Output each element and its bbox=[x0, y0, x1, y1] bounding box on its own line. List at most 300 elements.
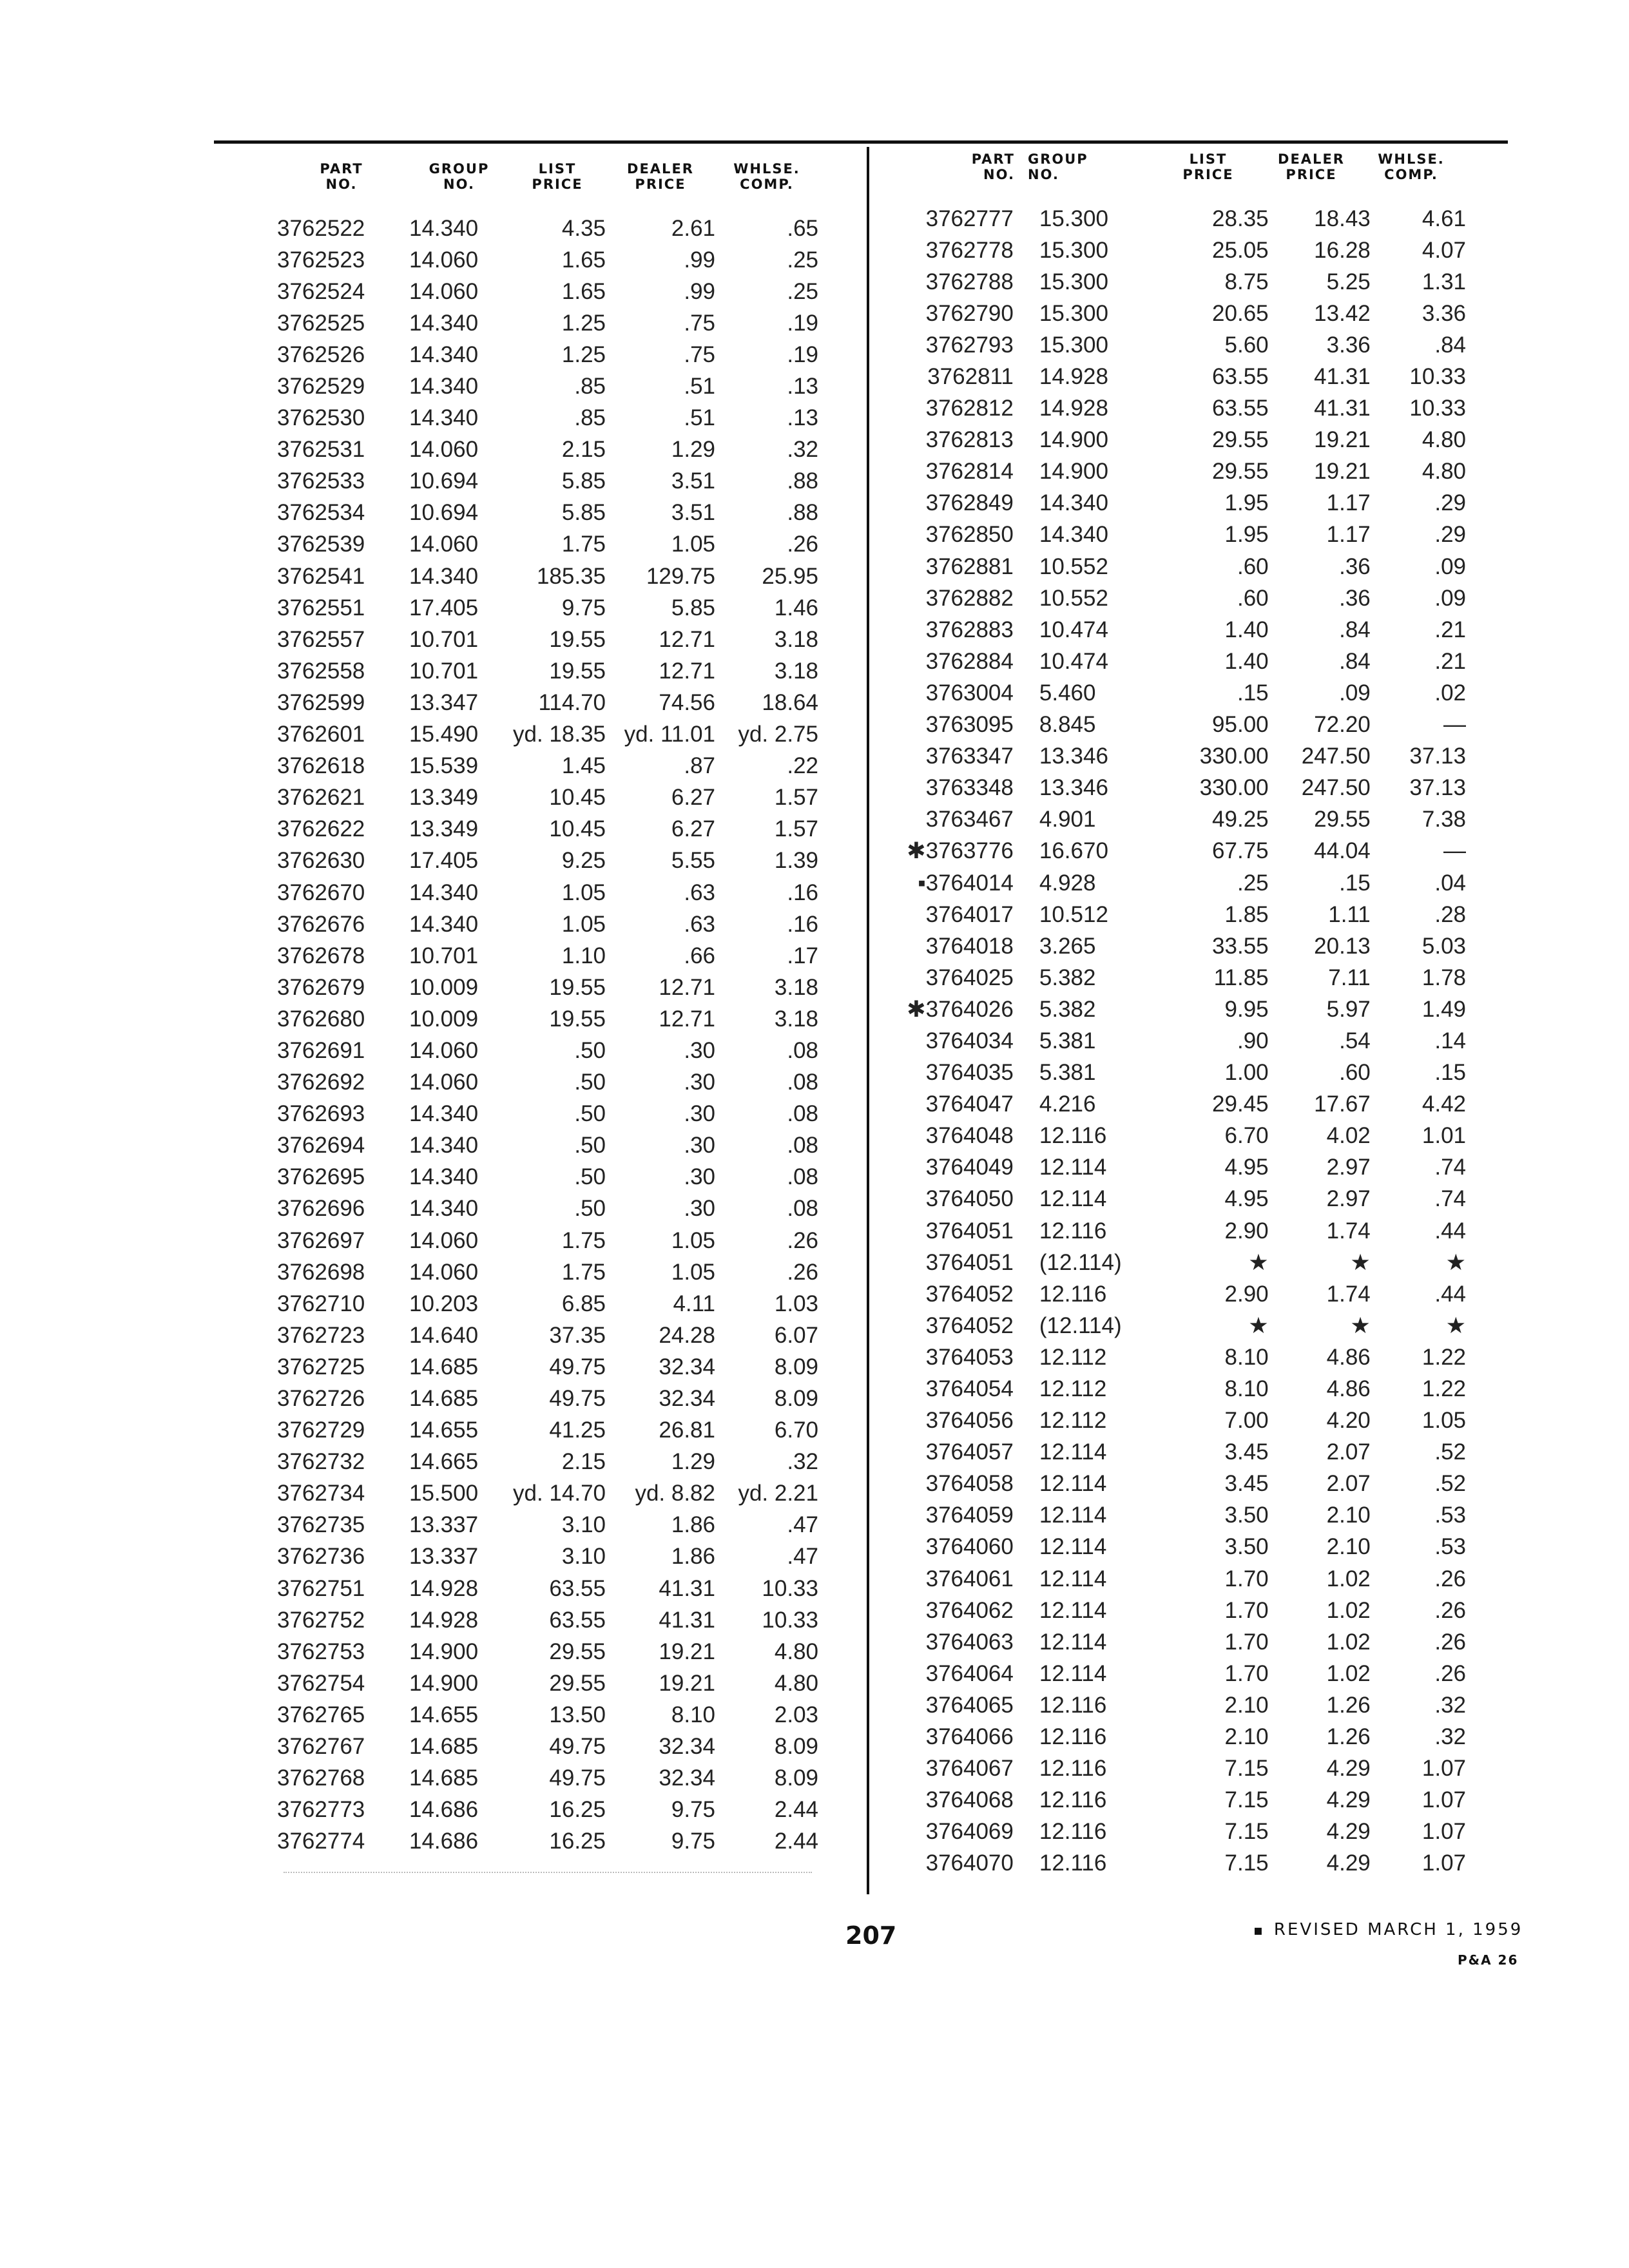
table-row bbox=[899, 1184, 1466, 1215]
group-no-cell: 14.340 bbox=[409, 341, 479, 367]
list-price-cell: 9.95 bbox=[1224, 996, 1269, 1022]
dealer-price-cell: 26.81 bbox=[659, 1418, 715, 1443]
whlse-comp-cell: 6.07 bbox=[774, 1322, 818, 1348]
table-row bbox=[899, 1057, 1466, 1089]
table-row bbox=[899, 994, 1466, 1025]
whlse-comp-cell: 8.09 bbox=[774, 1386, 818, 1412]
list-price-cell: 4.95 bbox=[1224, 1186, 1269, 1212]
group-no-cell: 8.845 bbox=[1039, 712, 1096, 738]
part-no-cell: 3764017 bbox=[925, 901, 1014, 927]
table-row bbox=[899, 1689, 1466, 1721]
group-no-cell: 12.114 bbox=[1039, 1534, 1107, 1560]
part-no-cell: 3764068 bbox=[925, 1787, 1014, 1813]
whlse-comp-cell: .19 bbox=[787, 310, 818, 336]
whlse-comp-cell: 18.64 bbox=[762, 689, 818, 715]
whlse-comp-cell: 10.33 bbox=[762, 1575, 818, 1601]
group-no-cell: 10.474 bbox=[1039, 648, 1108, 674]
list-price-cell: 3.10 bbox=[561, 1512, 606, 1538]
dealer-price-cell: 4.11 bbox=[673, 1291, 715, 1316]
part-no-cell: 3762767 bbox=[277, 1734, 365, 1760]
part-no-cell: 3762522 bbox=[277, 215, 365, 241]
group-no-cell: 4.216 bbox=[1039, 1091, 1096, 1117]
group-no-cell: 15.300 bbox=[1039, 300, 1108, 326]
part-no-cell: 3763004 bbox=[925, 680, 1014, 706]
dealer-price-cell: 16.28 bbox=[1314, 237, 1371, 263]
dealer-price-cell: .63 bbox=[684, 911, 715, 937]
part-no-cell: 3762850 bbox=[925, 522, 1014, 548]
whlse-comp-cell: 1.07 bbox=[1422, 1819, 1466, 1845]
whlse-comp-cell: 4.80 bbox=[774, 1670, 818, 1696]
group-no-cell: 14.655 bbox=[409, 1418, 479, 1443]
part-no-cell: 3762788 bbox=[925, 269, 1014, 294]
dealer-price-cell: 1.05 bbox=[671, 1227, 715, 1253]
dealer-price-cell: .30 bbox=[684, 1196, 715, 1222]
whlse-comp-cell: .26 bbox=[1434, 1629, 1466, 1655]
dealer-price-cell: 8.10 bbox=[671, 1702, 715, 1727]
table-row bbox=[899, 899, 1466, 930]
table-row bbox=[277, 434, 825, 466]
whlse-comp-cell: .88 bbox=[787, 468, 818, 494]
part-no-cell: 3764069 bbox=[925, 1819, 1014, 1845]
table-row bbox=[899, 1310, 1466, 1341]
group-no-cell: 14.686 bbox=[409, 1829, 479, 1854]
group-no-cell: (12.114) bbox=[1039, 1312, 1122, 1338]
table-row bbox=[277, 1699, 825, 1731]
table-row bbox=[277, 592, 825, 624]
list-price-cell: 1.85 bbox=[1224, 901, 1269, 927]
table-row bbox=[277, 1099, 825, 1130]
list-price-cell: 63.55 bbox=[549, 1607, 606, 1633]
group-no-cell: 5.382 bbox=[1039, 965, 1096, 990]
group-no-cell: 14.340 bbox=[409, 911, 479, 937]
part-no-cell: 3762751 bbox=[277, 1575, 365, 1601]
dealer-price-cell: 247.50 bbox=[1301, 744, 1371, 769]
dealer-price-cell: 2.07 bbox=[1326, 1439, 1371, 1465]
dealer-price-cell: 1.86 bbox=[671, 1544, 715, 1570]
group-no-cell: 10.203 bbox=[409, 1291, 479, 1316]
dealer-price-cell: .30 bbox=[684, 1070, 715, 1095]
group-no-cell: 14.340 bbox=[1039, 522, 1108, 548]
part-no-cell: 3763467 bbox=[925, 807, 1014, 832]
part-no-cell: 3762811 bbox=[927, 364, 1014, 390]
part-no-cell: 3762621 bbox=[277, 785, 365, 811]
whlse-comp-cell: 3.18 bbox=[774, 626, 818, 652]
whlse-comp-cell: 37.13 bbox=[1409, 744, 1466, 769]
whlse-comp-cell: .17 bbox=[787, 943, 818, 968]
group-no-cell: 12.112 bbox=[1039, 1408, 1107, 1434]
whlse-comp-cell: .21 bbox=[1434, 648, 1466, 674]
table-row bbox=[899, 1722, 1466, 1753]
part-no-cell: 3763095 bbox=[925, 712, 1014, 738]
group-no-cell: 14.340 bbox=[409, 563, 479, 589]
part-no-cell: 3762678 bbox=[277, 943, 365, 968]
part-no-cell: 3764049 bbox=[925, 1155, 1014, 1180]
dealer-price-cell: 41.31 bbox=[1314, 364, 1371, 390]
dealer-price-cell: 12.71 bbox=[659, 658, 715, 684]
whlse-comp-cell: .65 bbox=[787, 215, 818, 241]
dealer-price-cell: .54 bbox=[1339, 1028, 1371, 1053]
part-no-cell: 3762523 bbox=[277, 247, 365, 273]
list-price-cell: 1.70 bbox=[1224, 1566, 1269, 1591]
list-price-cell: 19.55 bbox=[549, 974, 606, 1000]
part-no-cell: 3762526 bbox=[277, 341, 365, 367]
table-row bbox=[899, 677, 1466, 709]
table-row bbox=[899, 1753, 1466, 1785]
list-price-cell: 95.00 bbox=[1212, 712, 1269, 738]
dealer-price-cell: 5.25 bbox=[1326, 269, 1371, 294]
group-no-cell: 5.381 bbox=[1039, 1028, 1096, 1053]
document-code: P&A 26 bbox=[1458, 1952, 1519, 1968]
table-row bbox=[899, 804, 1466, 836]
part-no-cell: 3762723 bbox=[277, 1322, 365, 1348]
list-price-cell: 1.70 bbox=[1224, 1660, 1269, 1686]
whlse-comp-cell: 1.57 bbox=[774, 785, 818, 811]
list-price-cell: 19.55 bbox=[549, 626, 606, 652]
table-row bbox=[899, 361, 1466, 392]
list-price-cell: .50 bbox=[574, 1133, 606, 1158]
dealer-price-cell: 4.02 bbox=[1326, 1123, 1371, 1149]
table-row bbox=[277, 244, 825, 276]
group-no-cell: 14.340 bbox=[1039, 490, 1108, 516]
part-no-cell: 3764018 bbox=[925, 933, 1014, 959]
whlse-comp-cell: .08 bbox=[787, 1133, 818, 1158]
table-row bbox=[899, 1025, 1466, 1057]
part-no-cell: 3762696 bbox=[277, 1196, 365, 1222]
part-no-cell: 3762813 bbox=[925, 427, 1014, 453]
part-no-cell: 3762601 bbox=[277, 722, 365, 747]
group-no-cell: 14.060 bbox=[409, 437, 479, 463]
part-no-cell: 3764070 bbox=[925, 1850, 1014, 1876]
dealer-price-cell: 44.04 bbox=[1314, 838, 1371, 864]
table-row bbox=[899, 519, 1466, 551]
dealer-price-cell: .36 bbox=[1339, 585, 1371, 611]
list-price-cell: 7.15 bbox=[1224, 1756, 1269, 1782]
part-no-cell: 3762676 bbox=[277, 911, 365, 937]
table-row bbox=[277, 719, 825, 751]
table-row bbox=[277, 1604, 825, 1636]
dealer-price-cell: 20.13 bbox=[1314, 933, 1371, 959]
dealer-price-cell: .15 bbox=[1339, 870, 1371, 896]
column-divider bbox=[867, 147, 869, 1894]
table-row bbox=[277, 403, 825, 434]
part-no-cell: 3762691 bbox=[277, 1037, 365, 1063]
part-no-cell: 3762630 bbox=[277, 848, 365, 874]
table-row bbox=[899, 203, 1466, 235]
dealer-price-cell: 41.31 bbox=[659, 1575, 715, 1601]
table-row bbox=[899, 1089, 1466, 1120]
group-no-cell: 4.901 bbox=[1039, 807, 1096, 832]
group-no-cell: 14.060 bbox=[409, 1070, 479, 1095]
part-no-cell: 3762729 bbox=[277, 1418, 365, 1443]
table-row bbox=[277, 908, 825, 940]
group-no-cell: 12.116 bbox=[1039, 1724, 1107, 1750]
table-row bbox=[277, 1541, 825, 1573]
whlse-comp-cell: 4.61 bbox=[1422, 206, 1466, 231]
part-no-cell: 3764064 bbox=[925, 1660, 1014, 1686]
list-price-cell: 29.55 bbox=[549, 1670, 606, 1696]
dealer-price-cell: 6.27 bbox=[671, 816, 715, 842]
part-no-cell: 3764035 bbox=[925, 1060, 1014, 1086]
table-row bbox=[277, 497, 825, 529]
table-row bbox=[277, 940, 825, 972]
table-row bbox=[277, 1035, 825, 1066]
list-price-cell: 330.00 bbox=[1199, 775, 1269, 801]
group-no-cell: 10.552 bbox=[1039, 585, 1108, 611]
table-row bbox=[277, 1067, 825, 1099]
whlse-comp-cell: 6.70 bbox=[774, 1418, 818, 1443]
parts-table-left bbox=[277, 161, 825, 1858]
part-no-cell: 3764067 bbox=[925, 1756, 1014, 1782]
table-row bbox=[277, 1826, 825, 1858]
list-price-cell: 4.95 bbox=[1224, 1155, 1269, 1180]
dealer-price-cell: 1.02 bbox=[1326, 1660, 1371, 1686]
dealer-price-cell: 1.11 bbox=[1328, 901, 1371, 927]
part-no-cell: 3764063 bbox=[925, 1629, 1014, 1655]
table-row bbox=[277, 1667, 825, 1699]
part-no-cell: ✱3764026 bbox=[907, 996, 1014, 1022]
group-no-cell: 12.112 bbox=[1039, 1376, 1107, 1402]
group-no-cell: 14.900 bbox=[1039, 427, 1108, 453]
list-price-cell: yd. 18.35 bbox=[513, 722, 606, 747]
whlse-comp-cell: .52 bbox=[1434, 1439, 1466, 1465]
table-row bbox=[277, 213, 825, 244]
list-price-cell: 1.70 bbox=[1224, 1597, 1269, 1623]
list-price-cell: 11.85 bbox=[1213, 965, 1269, 990]
table-row bbox=[899, 1405, 1466, 1437]
whlse-comp-cell: 4.80 bbox=[1422, 427, 1466, 453]
dealer-price-cell: 19.21 bbox=[1314, 427, 1371, 453]
dealer-price-cell: 1.17 bbox=[1326, 490, 1371, 516]
table-row bbox=[277, 1320, 825, 1351]
dealer-price-cell: .60 bbox=[1339, 1060, 1371, 1086]
group-no-cell: 14.060 bbox=[409, 1227, 479, 1253]
part-no-cell: 3762725 bbox=[277, 1354, 365, 1379]
group-no-cell: 14.900 bbox=[409, 1639, 479, 1664]
list-price-cell: 63.55 bbox=[1212, 364, 1269, 390]
whlse-comp-cell: 2.44 bbox=[774, 1829, 818, 1854]
dealer-price-cell: 4.20 bbox=[1326, 1408, 1371, 1434]
revision-note bbox=[1253, 1920, 1523, 1939]
list-price-cell: 7.15 bbox=[1224, 1819, 1269, 1845]
part-no-cell: 3764051 bbox=[925, 1218, 1014, 1244]
list-price-cell: .50 bbox=[574, 1196, 606, 1222]
whlse-comp-cell: .26 bbox=[787, 532, 818, 557]
part-no-cell: 3762768 bbox=[277, 1765, 365, 1791]
whlse-comp-cell: 5.03 bbox=[1422, 933, 1466, 959]
list-price-cell: 29.55 bbox=[1212, 459, 1269, 485]
table-row bbox=[277, 751, 825, 782]
whlse-comp-cell: .84 bbox=[1434, 332, 1466, 358]
table-row bbox=[277, 1636, 825, 1667]
dealer-price-cell: 3.51 bbox=[671, 468, 715, 494]
part-no-cell: 3764059 bbox=[925, 1503, 1014, 1528]
table-row bbox=[899, 614, 1466, 646]
list-price-cell: 2.10 bbox=[1224, 1724, 1269, 1750]
list-price-cell: 10.45 bbox=[549, 816, 606, 842]
list-price-cell: 20.65 bbox=[1212, 300, 1269, 326]
list-price-cell: 1.05 bbox=[561, 911, 606, 937]
dealer-price-cell: .84 bbox=[1339, 617, 1371, 642]
whlse-comp-cell: .25 bbox=[787, 278, 818, 304]
table-row bbox=[277, 1351, 825, 1383]
group-no-cell: 14.928 bbox=[1039, 396, 1108, 421]
part-no-cell: 3762752 bbox=[277, 1607, 365, 1633]
list-price-cell: 4.35 bbox=[561, 215, 606, 241]
scan-dust-line bbox=[284, 1872, 812, 1873]
group-no-cell: 12.112 bbox=[1039, 1344, 1107, 1370]
group-no-cell: 10.512 bbox=[1039, 901, 1108, 927]
list-price-cell: 1.75 bbox=[561, 1227, 606, 1253]
dealer-price-cell: 1.05 bbox=[671, 532, 715, 557]
list-price-cell: 8.10 bbox=[1224, 1344, 1269, 1370]
table-row bbox=[899, 393, 1466, 425]
list-price-cell: 1.40 bbox=[1224, 617, 1269, 642]
header-part-no: PART NO. bbox=[320, 161, 363, 192]
whlse-comp-cell: 2.03 bbox=[774, 1702, 818, 1727]
group-no-cell: 16.670 bbox=[1039, 838, 1108, 864]
group-no-cell: 15.300 bbox=[1039, 206, 1108, 231]
whlse-comp-cell: .25 bbox=[787, 247, 818, 273]
dealer-price-cell: 3.51 bbox=[671, 500, 715, 526]
dealer-price-cell: 29.55 bbox=[1314, 807, 1371, 832]
table-row bbox=[899, 1341, 1466, 1373]
table-row bbox=[899, 1500, 1466, 1532]
list-price-cell: .50 bbox=[574, 1037, 606, 1063]
whlse-comp-cell: .13 bbox=[787, 405, 818, 431]
part-no-cell: ✱3763776 bbox=[907, 838, 1014, 864]
group-no-cell: 14.685 bbox=[409, 1765, 479, 1791]
list-price-cell: 185.35 bbox=[536, 563, 606, 589]
part-no-cell: 3762726 bbox=[277, 1386, 365, 1412]
part-no-cell: 3762736 bbox=[277, 1544, 365, 1570]
whlse-comp-cell: .26 bbox=[1434, 1597, 1466, 1623]
list-price-cell: 3.10 bbox=[561, 1544, 606, 1570]
group-no-cell: 10.474 bbox=[1039, 617, 1108, 642]
table-row bbox=[277, 845, 825, 877]
list-price-cell: 1.95 bbox=[1224, 490, 1269, 516]
table-row bbox=[277, 1162, 825, 1193]
list-price-cell: 10.45 bbox=[549, 785, 606, 811]
list-price-cell: ★ bbox=[1248, 1249, 1269, 1275]
dealer-price-cell: 72.20 bbox=[1314, 712, 1371, 738]
whlse-comp-cell: 7.38 bbox=[1422, 807, 1466, 832]
part-no-cell: 3762773 bbox=[277, 1797, 365, 1823]
whlse-comp-cell: 1.31 bbox=[1422, 269, 1466, 294]
dealer-price-cell: 1.74 bbox=[1326, 1281, 1371, 1307]
table-row bbox=[899, 1215, 1466, 1247]
dealer-price-cell: 1.02 bbox=[1326, 1629, 1371, 1655]
dealer-price-cell: 129.75 bbox=[646, 563, 715, 589]
list-price-cell: 29.45 bbox=[1212, 1091, 1269, 1117]
dealer-price-cell: 4.29 bbox=[1326, 1819, 1371, 1845]
table-row bbox=[277, 1573, 825, 1604]
list-price-cell: 8.10 bbox=[1224, 1376, 1269, 1402]
list-price-cell: 3.50 bbox=[1224, 1534, 1269, 1560]
table-row bbox=[277, 561, 825, 592]
part-no-cell: 3764048 bbox=[925, 1123, 1014, 1149]
dealer-price-cell: 2.97 bbox=[1326, 1155, 1371, 1180]
list-price-cell: .25 bbox=[1237, 870, 1269, 896]
whlse-comp-cell: 4.42 bbox=[1422, 1091, 1466, 1117]
list-price-cell: yd. 14.70 bbox=[513, 1481, 606, 1506]
list-price-cell: 33.55 bbox=[1212, 933, 1269, 959]
list-price-cell: 49.25 bbox=[1212, 807, 1269, 832]
list-price-cell: 5.60 bbox=[1224, 332, 1269, 358]
whlse-comp-cell: 1.57 bbox=[774, 816, 818, 842]
dealer-price-cell: 12.71 bbox=[659, 1006, 715, 1032]
group-no-cell: 10.009 bbox=[409, 974, 479, 1000]
group-no-cell: (12.114) bbox=[1039, 1249, 1122, 1275]
whlse-comp-cell: .02 bbox=[1434, 680, 1466, 706]
list-price-cell: 67.75 bbox=[1212, 838, 1269, 864]
list-price-cell: 49.75 bbox=[549, 1765, 606, 1791]
table-row bbox=[277, 782, 825, 814]
table-row bbox=[277, 1731, 825, 1763]
whlse-comp-cell: .32 bbox=[1434, 1724, 1466, 1750]
whlse-comp-cell: 1.05 bbox=[1422, 1408, 1466, 1434]
list-price-cell: 2.10 bbox=[1224, 1692, 1269, 1718]
part-no-cell: 3762557 bbox=[277, 626, 365, 652]
dealer-price-cell: 5.85 bbox=[671, 595, 715, 620]
group-no-cell: 13.337 bbox=[409, 1512, 479, 1538]
whlse-comp-cell: 1.49 bbox=[1422, 996, 1466, 1022]
group-no-cell: 14.340 bbox=[409, 1133, 479, 1158]
table-row bbox=[899, 773, 1466, 804]
part-no-cell: 3764054 bbox=[925, 1376, 1014, 1402]
dealer-price-cell: 4.29 bbox=[1326, 1850, 1371, 1876]
part-no-cell: 3762525 bbox=[277, 310, 365, 336]
part-no-cell: 3762534 bbox=[277, 500, 365, 526]
part-no-cell: 3764060 bbox=[925, 1534, 1014, 1560]
table-row bbox=[277, 655, 825, 687]
part-no-cell: 3764066 bbox=[925, 1724, 1014, 1750]
dealer-price-cell: .63 bbox=[684, 879, 715, 905]
whlse-comp-cell: .26 bbox=[787, 1259, 818, 1285]
part-no-cell: 3764061 bbox=[925, 1566, 1014, 1591]
dealer-price-cell: 2.07 bbox=[1326, 1471, 1371, 1497]
table-row bbox=[899, 298, 1466, 329]
dealer-price-cell: 2.61 bbox=[671, 215, 715, 241]
list-price-cell: 1.00 bbox=[1224, 1060, 1269, 1086]
list-price-cell: .60 bbox=[1237, 553, 1269, 579]
table-row bbox=[899, 582, 1466, 614]
table-row bbox=[277, 1383, 825, 1414]
group-no-cell: 5.460 bbox=[1039, 680, 1096, 706]
part-no-cell: 3762695 bbox=[277, 1164, 365, 1190]
group-no-cell: 14.340 bbox=[409, 1164, 479, 1190]
whlse-comp-cell: .32 bbox=[1434, 1692, 1466, 1718]
table-body bbox=[899, 203, 1466, 1879]
group-no-cell: 10.552 bbox=[1039, 553, 1108, 579]
table-row bbox=[899, 1278, 1466, 1310]
dealer-price-cell: 32.34 bbox=[659, 1734, 715, 1760]
table-row bbox=[899, 646, 1466, 677]
whlse-comp-cell: 4.07 bbox=[1422, 237, 1466, 263]
dealer-price-cell: 19.21 bbox=[659, 1639, 715, 1664]
whlse-comp-cell: yd. 2.21 bbox=[738, 1481, 818, 1506]
group-no-cell: 13.337 bbox=[409, 1544, 479, 1570]
whlse-comp-cell: .08 bbox=[787, 1070, 818, 1095]
list-price-cell: .50 bbox=[574, 1101, 606, 1127]
group-no-cell: 14.928 bbox=[1039, 364, 1108, 390]
list-price-cell: 19.55 bbox=[549, 1006, 606, 1032]
part-no-cell: 3762698 bbox=[277, 1259, 365, 1285]
table-row bbox=[899, 1152, 1466, 1184]
group-no-cell: 15.300 bbox=[1039, 237, 1108, 263]
dealer-price-cell: .87 bbox=[684, 753, 715, 779]
list-price-cell: 1.40 bbox=[1224, 648, 1269, 674]
part-no-cell: 3762692 bbox=[277, 1070, 365, 1095]
